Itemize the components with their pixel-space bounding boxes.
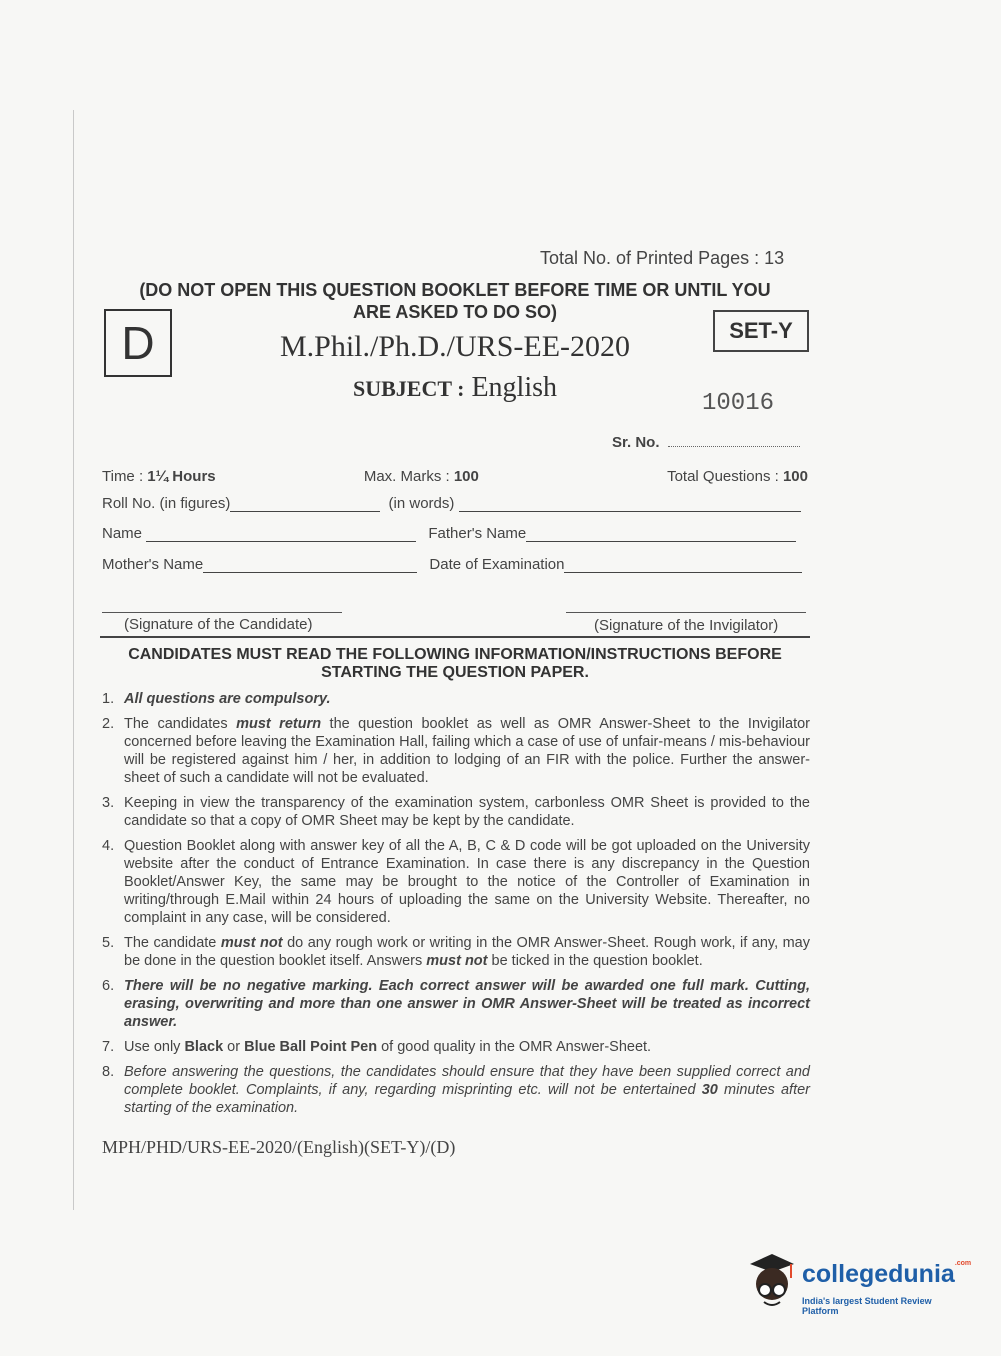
brand-suffix: .com (954, 1260, 972, 1267)
roll-row (102, 495, 801, 512)
max-marks-field (364, 468, 479, 485)
brand-name (802, 1260, 971, 1289)
max-marks-label: Max. Marks : (363, 468, 454, 485)
booklet-footer-code: MPH/PHD/URS-EE-2020/(English)(SET-Y)/(D) (102, 1137, 456, 1157)
date-of-exam-label: Date of Examination (429, 556, 565, 573)
instruction-3: Keeping in view the transparency of the examination system, carbonless OMR Sheet is provided to the candidate so that a copy of OMR Sheet may be kept by the candidate. (124, 795, 810, 829)
instructions-heading (100, 646, 810, 682)
date-of-exam-line[interactable] (564, 558, 802, 573)
roll-words-label: (in words) (388, 495, 455, 512)
max-marks-value: 100 (453, 468, 479, 485)
sr-no-field (612, 434, 800, 451)
instruction-1: All questions are compulsory. (124, 691, 331, 707)
roll-figures-label: Roll No. (in figures) (102, 495, 231, 512)
instruction-item: 3. Keeping in view the transparency of the examination system, carbonless OMR Sheet is provided to the candidate so that a copy of OMR Sheet may be kept by the candidate. (102, 795, 810, 829)
roll-words-line[interactable] (459, 497, 801, 512)
roll-figures-line[interactable] (230, 497, 380, 512)
instruction-item: 8. Before answering the questions, the candidates should ensure that they have been supplied correct and complete booklet. Complaints, if any, regarding misprinting etc. will not be entertained 30 minutes after starting of the examination. (102, 1064, 810, 1116)
do-not-open-warning (100, 279, 810, 323)
instruction-5: The candidate must not do any rough work or writing in the OMR Answer-Sheet. Rough work, if any, may be done in the question booklet itself. Answers must not be ticked in the question booklet. (124, 935, 810, 969)
divider (100, 636, 810, 638)
scan-edge-line (73, 110, 74, 1210)
brand-tagline: India's largest Student Review Platform (802, 1296, 932, 1316)
subject-value: English (471, 372, 558, 403)
meta-row (102, 468, 808, 485)
collegedunia-logo[interactable] (744, 1250, 972, 1320)
subject-line (200, 372, 710, 404)
name-line[interactable] (146, 527, 416, 542)
serial-number: 10016 (702, 390, 775, 417)
total-questions-label: Total Questions : (667, 468, 783, 485)
candidate-signature-label: (Signature of the Candidate) (124, 616, 313, 633)
instruction-item: 7. Use only Black or Blue Ball Point Pen of good quality in the OMR Answer-Sheet. (102, 1038, 810, 1056)
warning-line-1: (DO NOT OPEN THIS QUESTION BOOKLET BEFORE TIME OR UNTIL YOU (139, 280, 771, 300)
total-questions-value: 100 (782, 468, 808, 485)
subject-label: SUBJECT : (352, 376, 465, 401)
fathers-name-line[interactable] (526, 527, 796, 542)
warning-line-2: ARE ASKED TO DO SO) (352, 302, 558, 322)
mothers-name-line[interactable] (203, 558, 417, 573)
instructions-heading-line-1: CANDIDATES MUST READ THE FOLLOWING INFORMATION/INSTRUCTIONS BEFORE (128, 646, 782, 663)
instruction-item: 2. The candidates must return the question booklet as well as OMR Answer-Sheet to the Invigilator concerned before leaving the Examination Hall, failing which a case of use of unfair-means / mis-behaviour will be registered against him / her, in addition to lodging of an FIR with the police. Further the answer-sheet of such a candidate will not be evaluated. (102, 716, 810, 786)
instruction-7: Use only Black or Blue Ball Point Pen of good quality in the OMR Answer-Sheet. (124, 1039, 652, 1055)
instructions-list (102, 690, 810, 1124)
instruction-item: 1. All questions are compulsory. (102, 690, 810, 708)
brand-text: collegedunia (802, 1260, 955, 1288)
set-box: SET-Y (713, 310, 809, 352)
invigilator-signature-line[interactable] (566, 612, 806, 613)
booklet-code-box: D (104, 309, 172, 377)
total-questions-field (667, 468, 808, 485)
exam-title: M.Phil./Ph.D./URS-EE-2020 (279, 330, 631, 363)
sr-no-dots (668, 446, 800, 447)
mother-row (102, 556, 802, 573)
instruction-4: Question Booklet along with answer key of all the A, B, C & D code will be got uploaded on the University website after the conduct of Entrance Examination. In case there is any discrepancy in the Question Booklet/Answer Key, the same may be brought to the notice of the Controller of Examination in writing/through E.Mail within 24 hours of uploading the same on the University Website. Thereafter, no complaint in any case, will be considered. (124, 838, 810, 926)
mothers-name-label: Mother's Name (102, 556, 204, 573)
mascot-icon (744, 1250, 800, 1312)
name-label: Name (102, 525, 143, 542)
time-value: 1¼ Hours (147, 468, 216, 485)
name-row (102, 525, 796, 542)
printed-pages: Total No. of Printed Pages : 13 (540, 248, 785, 268)
instruction-8: Before answering the questions, the candidates should ensure that they have been supplied correct and complete booklet. Complaints, if any, regarding misprinting etc. will not be entertained 30 minutes after starting of the examination. (124, 1064, 810, 1116)
invigilator-signature-label: (Signature of the Invigilator) (594, 617, 779, 634)
fathers-name-label: Father's Name (428, 525, 527, 542)
instructions-heading-line-2: STARTING THE QUESTION PAPER. (321, 664, 589, 681)
time-field (102, 468, 216, 485)
instruction-2: The candidates must return the question booklet as well as OMR Answer-Sheet to the Invigilator concerned before leaving the Examination Hall, failing which a case of use of unfair-means / mis-behaviour will be registered against him / her, in addition to lodging of an FIR with the police. Further the answer-sheet of such a candidate will not be evaluated. (124, 716, 810, 786)
time-label: Time : (102, 468, 148, 485)
candidate-signature-line[interactable] (102, 612, 342, 613)
instruction-6: There will be no negative marking. Each correct answer will be awarded one full mark. Cutting, erasing, overwriting and more than one answer in OMR Answer-Sheet will be treated as incorrect answer. (124, 978, 810, 1030)
instruction-item: 4. Question Booklet along with answer key of all the A, B, C & D code will be got uploaded on the University website after the conduct of Entrance Examination. In case there is any discrepancy in the Question Booklet/Answer Key, the same may be brought to the notice of the Controller of Examination in writing/through E.Mail within 24 hours of uploading the same on the University Website. Thereafter, no complaint in any case, will be considered. (102, 838, 810, 926)
sr-no-label: Sr. No. (612, 434, 660, 451)
instruction-item: 5. The candidate must not do any rough work or writing in the OMR Answer-Sheet. Rough work, if any, may be done in the question booklet itself. Answers must not be ticked in the question booklet. (102, 935, 810, 969)
instruction-item: 6. There will be no negative marking. Each correct answer will be awarded one full mark. Cutting, erasing, overwriting and more than one answer in OMR Answer-Sheet will be treated as incorrect answer. (102, 978, 810, 1030)
